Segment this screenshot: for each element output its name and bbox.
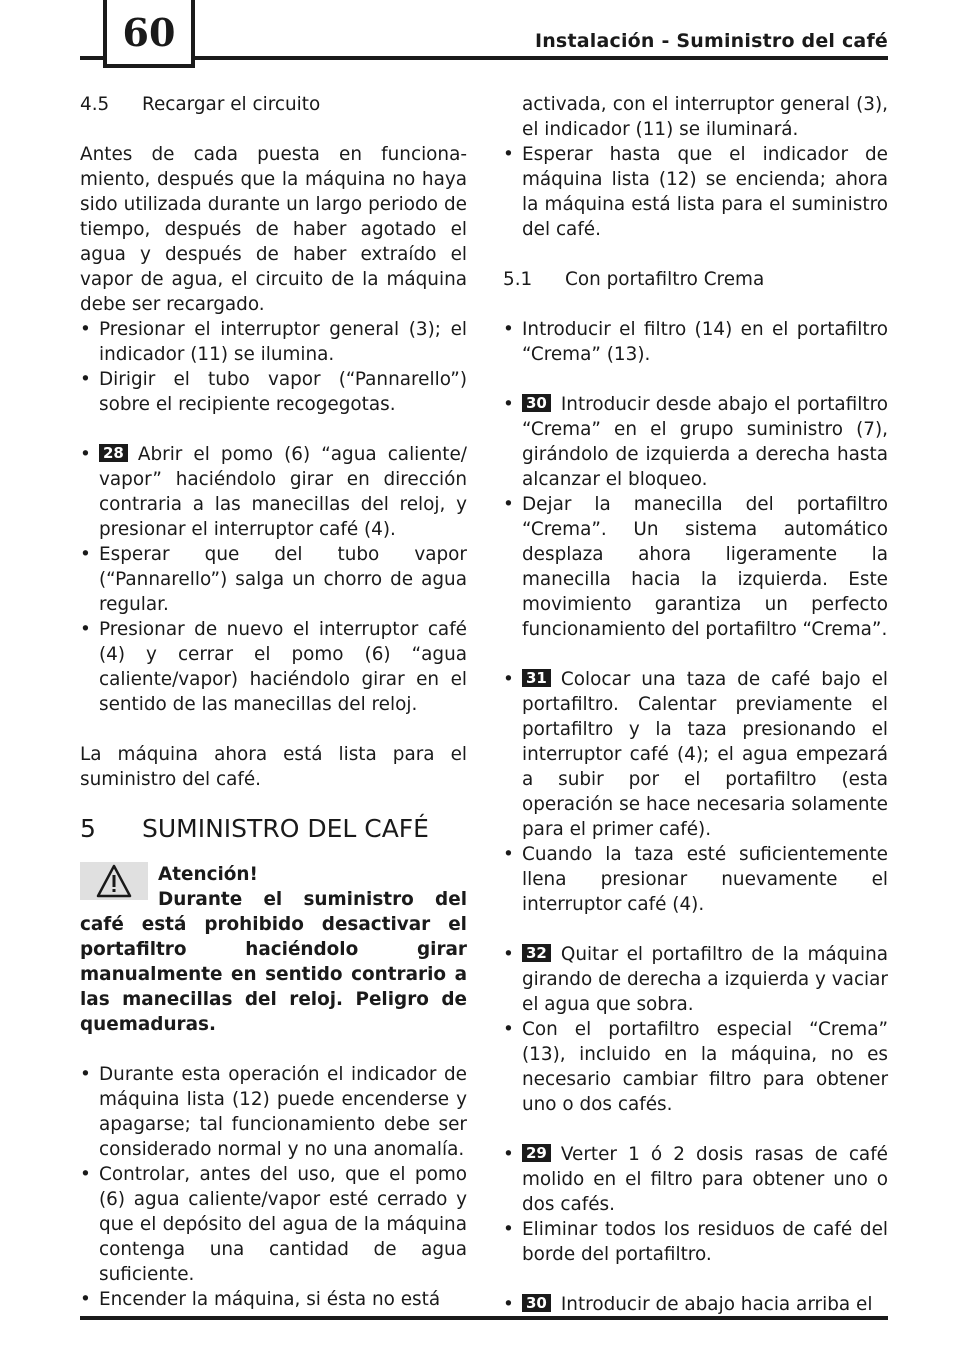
figure-badge: 30 [522, 1294, 551, 1312]
list-item: • Esperar hasta que el indicador de máquina lista (12) se encienda; ahora la máquina está lista para el suministro del café. [503, 142, 888, 242]
warning-icon [80, 862, 148, 900]
intro-paragraph: Antes de cada puesta en funciona-miento, después que la máquina no haya sido utilizada durante un largo periodo de tiempo, después de haber agotado el agua y después de haber extraído el vapor de agua, el circuito de la máquina debe ser recargado. [80, 144, 467, 315]
list-item [503, 942, 888, 1017]
list-item [503, 1292, 888, 1317]
right-column [503, 92, 888, 1317]
list-item: • Dirigir el tubo vapor (“Pannarello”) sobre el recipiente recogegotas. [80, 367, 467, 417]
list-item: • Con el portafiltro especial “Crema” (13), incluido en la máquina, no es necesario cambiar filtro para obtener uno o dos cafés. [503, 1017, 888, 1117]
footer-rule [80, 1316, 888, 1320]
list-item: • Dejar la manecilla del portafiltro “Crema”. Un sistema automático desplaza ahora ligeramente la manecilla hacia la izquierda. Este movimiento garantiza un perfecto funcionamiento del portafiltro “Crema”. [503, 492, 888, 642]
figure-badge: 32 [522, 944, 551, 962]
list-item-text: Colocar una taza de café bajo el portafiltro. Calentar previamente el portafiltro y la taza presionando el interruptor café (4); el agua empezará a subir por el portafiltro (esta operación se hace necesaria solamente para el primer café). [522, 669, 888, 840]
list-item-text: Verter 1 ó 2 dosis rasas de café molido en el filtro para obtener uno o dos cafés. [522, 1144, 888, 1215]
page-number: 60 [122, 9, 176, 55]
header-title: Instalación - Suministro del café [534, 30, 888, 52]
bullet-list [503, 392, 888, 642]
list-item: • Eliminar todos los residuos de café del borde del portafiltro. [503, 1217, 888, 1267]
warning-box [80, 862, 467, 1037]
page-number-box [103, 0, 195, 68]
section-4-5-heading [80, 92, 467, 117]
list-item: • Presionar de nuevo el interruptor café (4) y cerrar el pomo (6) “agua caliente/vapor) haciéndolo girar en el sentido de las manecillas del reloj. [80, 617, 467, 717]
list-item [503, 392, 888, 492]
list-item: • Presionar el interruptor general (3); el indicador (11) se ilumina. [80, 317, 467, 367]
list-item-text: Abrir el pomo (6) “agua caliente/ vapor” haciéndolo girar en dirección contraria a las manecillas del reloj, y presionar el interruptor café (4). [99, 444, 467, 540]
bullet-list [503, 1292, 888, 1317]
bullet-list [503, 1142, 888, 1267]
list-item-text: Introducir de abajo hacia arriba el [560, 1294, 873, 1315]
warning-title: Atención! [158, 864, 258, 885]
section-number: 5.1 [503, 269, 533, 290]
list-item-text: Quitar el portafiltro de la máquina girando de derecha a izquierda y vaciar el agua que sobra. [522, 944, 888, 1015]
list-item: • Introducir el filtro (14) en el portafiltro “Crema” (13). [503, 317, 888, 367]
bullet-list [80, 317, 467, 417]
section-number: 4.5 [80, 94, 110, 115]
bullet-list [80, 442, 467, 717]
section-title: Con portafiltro Crema [565, 269, 765, 290]
list-item: • Controlar, antes del uso, que el pomo (6) agua caliente/vapor esté cerrado y que el depósito del agua de la máquina contenga una cantidad de agua suficiente. [80, 1162, 467, 1287]
list-item [80, 442, 467, 542]
list-item: • Esperar que del tubo vapor (“Pannarello”) salga un chorro de agua regular. [80, 542, 467, 617]
bullet-list [503, 667, 888, 917]
header-rule [80, 56, 888, 60]
warning-text: Durante el suministro del café está prohibido desactivar el portafiltro haciéndolo girar manualmente en sentido contrario a las manecillas del reloj. Peligro de quemaduras. [80, 889, 467, 1035]
section-title: Recargar el circuito [142, 94, 321, 115]
figure-badge: 30 [522, 394, 551, 412]
figure-badge: 29 [522, 1144, 551, 1162]
section-5-heading [80, 812, 467, 846]
ready-paragraph: La máquina ahora está lista para el suministro del café. [80, 744, 467, 790]
bullet-list [80, 1062, 467, 1312]
list-item: • Encender la máquina, si ésta no está [80, 1287, 467, 1312]
list-item-text: Introducir desde abajo el portafiltro “Crema” en el grupo suministro (7), girándolo de izquierda a derecha hasta alcanzar el bloqueo. [522, 394, 888, 490]
list-item: • Cuando la taza esté suficientemente llena presionar nuevamente el interruptor café (4). [503, 842, 888, 917]
section-title: SUMINISTRO DEL CAFÉ [142, 814, 429, 843]
bullet-list [503, 317, 888, 367]
figure-badge: 31 [522, 669, 551, 687]
bullet-list [503, 142, 888, 242]
section-5-1-heading [503, 267, 888, 292]
list-item: • Durante esta operación el indicador de máquina lista (12) puede encenderse y apagarse; tal funcionamiento debe ser considerado normal y no una anomalía. [80, 1062, 467, 1162]
continued-paragraph: activada, con el interruptor general (3), el indicador (11) se iluminará. [522, 94, 888, 140]
section-number: 5 [80, 814, 96, 843]
list-item [503, 1142, 888, 1217]
list-item [503, 667, 888, 842]
bullet-list [503, 942, 888, 1117]
left-column [80, 92, 467, 1312]
figure-badge: 28 [99, 444, 128, 462]
